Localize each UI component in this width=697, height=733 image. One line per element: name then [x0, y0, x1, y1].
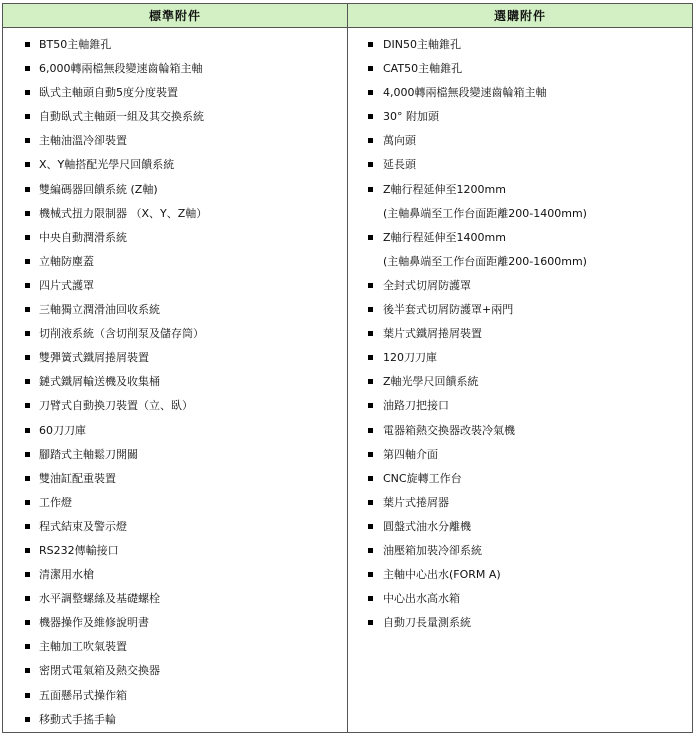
list-item [3, 105, 347, 129]
list-item [348, 563, 692, 587]
list-item-text: CAT50主軸錐孔 [383, 62, 463, 76]
list-item-text: 自動臥式主軸頭一組及其交換系統 [39, 110, 204, 124]
list-item [3, 226, 347, 250]
list-item-text: Z軸行程延伸至1200mm [383, 182, 506, 196]
list-item [3, 419, 347, 443]
list-item-text: CNC旋轉工作台 [383, 471, 462, 485]
bullet-icon [25, 331, 30, 336]
list-item-text: 延長頭 [383, 158, 416, 172]
list-item [3, 81, 347, 105]
standard-accessories-header: 標準附件 [3, 4, 348, 28]
bullet-icon [25, 524, 30, 529]
list-item-continuation [348, 202, 692, 226]
bullet-icon [368, 331, 373, 336]
bullet-icon [368, 403, 373, 408]
standard-accessories-cell [3, 28, 348, 733]
bullet-icon [25, 717, 30, 722]
list-item-text: 機械式扭力限制器 （X、Y、Z軸） [39, 206, 208, 220]
list-item [3, 491, 347, 515]
list-item-text: (主軸鼻端至工作台面距離200-1400mm) [383, 206, 587, 220]
bullet-icon [25, 187, 30, 192]
list-item [3, 298, 347, 322]
list-item-text: 葉片式捲屑器 [383, 495, 449, 509]
bullet-icon [368, 42, 373, 47]
list-item-continuation [348, 250, 692, 274]
list-item [3, 587, 347, 611]
list-item-text: 密閉式電氣箱及熱交換器 [39, 664, 160, 678]
list-item [348, 491, 692, 515]
bullet-icon [25, 42, 30, 47]
bullet-icon [25, 476, 30, 481]
list-item [348, 370, 692, 394]
list-item-text: 立軸防塵蓋 [39, 254, 94, 268]
list-item-text: 萬向頭 [383, 134, 416, 148]
optional-accessories-cell [348, 28, 693, 733]
bullet-icon [25, 500, 30, 505]
list-item-text: 水平調整螺絲及基礎螺栓 [39, 592, 160, 606]
standard-accessories-list [3, 28, 347, 732]
bullet-icon [368, 476, 373, 481]
list-item [348, 515, 692, 539]
list-item-text: (主軸鼻端至工作台面距離200-1600mm) [383, 254, 587, 268]
list-item-text: 油路刀把接口 [383, 399, 449, 413]
list-item [3, 178, 347, 202]
list-item-text: 主軸中心出水(FORM A) [383, 568, 501, 582]
list-item [3, 708, 347, 732]
bullet-icon [368, 452, 373, 457]
accessories-table-wrapper [2, 3, 692, 725]
optional-accessories-list [348, 28, 692, 635]
list-item-text: 中央自動潤滑系統 [39, 230, 127, 244]
bullet-icon [25, 596, 30, 601]
bullet-icon [25, 620, 30, 625]
list-item-text: 主軸油溫冷卻裝置 [39, 134, 127, 148]
bullet-icon [25, 572, 30, 577]
list-item-text: 中心出水高水箱 [383, 592, 460, 606]
list-item-text: 機器操作及維修說明書 [39, 616, 149, 630]
bullet-icon [368, 428, 373, 433]
list-item [3, 33, 347, 57]
list-item-text: 切削液系統（含切削泵及儲存筒） [39, 327, 204, 341]
list-item [3, 467, 347, 491]
bullet-icon [368, 114, 373, 119]
bullet-icon [368, 620, 373, 625]
list-item [3, 659, 347, 683]
list-item-text: 腳踏式主軸鬆刀開關 [39, 447, 138, 461]
bullet-icon [368, 138, 373, 143]
list-item-text: 葉片式鐵屑捲屑裝置 [383, 327, 482, 341]
list-item [3, 370, 347, 394]
list-item-text: 油壓箱加裝冷卻系統 [383, 543, 482, 557]
bullet-icon [25, 403, 30, 408]
list-item-text: 主軸加工吹氣裝置 [39, 640, 127, 654]
bullet-icon [368, 90, 373, 95]
bullet-icon [368, 379, 373, 384]
bullet-icon [25, 90, 30, 95]
bullet-icon [25, 162, 30, 167]
list-item [348, 322, 692, 346]
bullet-icon [25, 283, 30, 288]
list-item-text: DIN50主軸錐孔 [383, 38, 461, 51]
list-item [348, 226, 692, 250]
list-item-text: 雙油缸配重裝置 [39, 471, 116, 485]
bullet-icon [368, 66, 373, 71]
list-item-text: 雙編碼器回饋系統 (Z軸) [39, 182, 158, 196]
list-item-text: 雙彈簧式鐵屑捲屑裝置 [39, 351, 149, 365]
list-item-text: 電器箱熱交換器改裝冷氣機 [383, 423, 515, 437]
bullet-icon [368, 596, 373, 601]
list-item [348, 611, 692, 635]
bullet-icon [368, 355, 373, 360]
list-item-text: 鏈式鐵屑輸送機及收集桶 [39, 375, 160, 389]
list-item-text: Z軸行程延伸至1400mm [383, 230, 506, 244]
accessories-table [2, 3, 693, 733]
list-item-text: 6,000轉兩檔無段變速齒輪箱主軸 [39, 62, 203, 76]
bullet-icon [368, 162, 373, 167]
bullet-icon [368, 307, 373, 312]
list-item [3, 515, 347, 539]
list-item [348, 178, 692, 202]
list-item-text: RS232傳輸接口 [39, 543, 119, 557]
bullet-icon [25, 235, 30, 240]
bullet-icon [25, 452, 30, 457]
bullet-icon [25, 66, 30, 71]
list-item-text: 4,000轉兩檔無段變速齒輪箱主軸 [383, 86, 547, 100]
list-item-text: 全封式切屑防護罩 [383, 278, 471, 292]
list-item-text: 自動刀長量測系統 [383, 616, 471, 630]
list-item [348, 298, 692, 322]
list-item [348, 33, 692, 57]
optional-accessories-header: 選購附件 [348, 4, 693, 28]
list-item-text: Z軸光學尺回饋系統 [383, 375, 479, 389]
list-item [3, 202, 347, 226]
bullet-icon [25, 307, 30, 312]
list-item-text: 60刀刀庫 [39, 423, 86, 437]
bullet-icon [25, 211, 30, 216]
list-item [348, 105, 692, 129]
bullet-icon [368, 283, 373, 288]
list-item [3, 563, 347, 587]
list-item-text: X、Y軸搭配光學尺回饋系統 [39, 158, 175, 172]
bullet-icon [368, 235, 373, 240]
list-item [3, 153, 347, 177]
bullet-icon [25, 668, 30, 673]
bullet-icon [368, 572, 373, 577]
bullet-icon [25, 355, 30, 360]
bullet-icon [368, 187, 373, 192]
list-item-text: 刀臂式自動換刀裝置（立、臥） [39, 399, 193, 413]
header-row [3, 4, 693, 28]
list-item [3, 274, 347, 298]
list-item [3, 250, 347, 274]
bullet-icon [25, 259, 30, 264]
list-item [348, 443, 692, 467]
list-item-text: 移動式手搖手輪 [39, 712, 116, 726]
list-item [3, 394, 347, 418]
list-item [3, 443, 347, 467]
list-item [3, 611, 347, 635]
list-item-text: 120刀刀庫 [383, 351, 437, 365]
list-item [348, 467, 692, 491]
list-item [348, 81, 692, 105]
list-item [348, 153, 692, 177]
list-item-text: 工作燈 [39, 495, 72, 509]
bullet-icon [25, 379, 30, 384]
bullet-icon [25, 644, 30, 649]
list-item-text: 圓盤式油水分離機 [383, 519, 471, 533]
list-item-text: 第四軸介面 [383, 447, 438, 461]
list-item [3, 57, 347, 81]
bullet-icon [368, 548, 373, 553]
list-item [348, 129, 692, 153]
bullet-icon [25, 138, 30, 143]
list-item [3, 684, 347, 708]
list-item [348, 274, 692, 298]
list-item [348, 587, 692, 611]
list-item [3, 129, 347, 153]
bullet-icon [25, 114, 30, 119]
list-item [3, 322, 347, 346]
list-item-text: BT50主軸錐孔 [39, 38, 112, 51]
list-item-text: 後半套式切屑防護罩+兩門 [383, 303, 514, 317]
list-item-text: 三軸獨立潤滑油回收系統 [39, 303, 160, 317]
bullet-icon [25, 693, 30, 698]
list-item-text: 臥式主軸頭自動5度分度裝置 [39, 86, 178, 100]
body-row [3, 28, 693, 733]
list-item [348, 539, 692, 563]
list-item-text: 四片式護罩 [39, 278, 94, 292]
bullet-icon [368, 524, 373, 529]
bullet-icon [25, 428, 30, 433]
list-item [348, 346, 692, 370]
list-item [3, 539, 347, 563]
list-item-text: 30° 附加頭 [383, 110, 439, 124]
bullet-icon [25, 548, 30, 553]
list-item [348, 57, 692, 81]
list-item [3, 635, 347, 659]
bullet-icon [368, 500, 373, 505]
list-item [348, 394, 692, 418]
list-item [348, 419, 692, 443]
list-item-text: 清潔用水槍 [39, 568, 94, 582]
list-item [3, 346, 347, 370]
list-item-text: 程式結束及警示燈 [39, 519, 127, 533]
list-item-text: 五面懸吊式操作箱 [39, 688, 127, 702]
